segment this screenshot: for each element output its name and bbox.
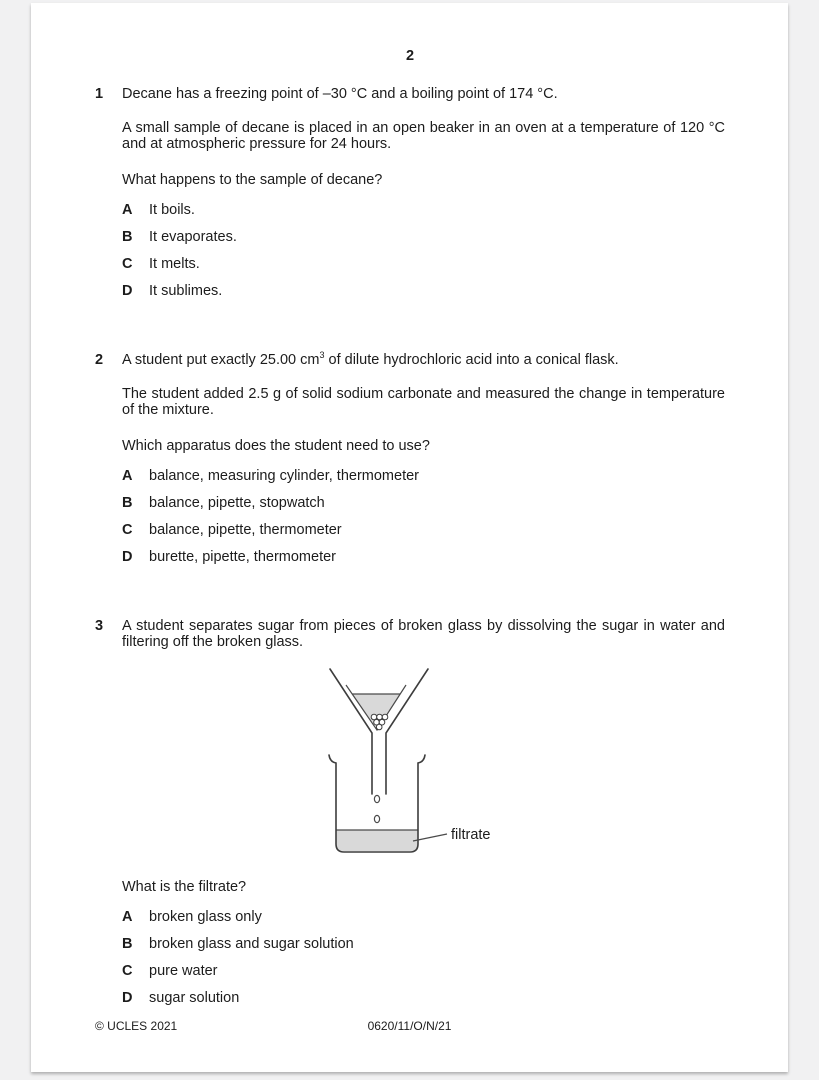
option-text: It boils. [149,202,195,218]
option-text: balance, measuring cylinder, thermometer [149,468,419,484]
question-2-paragraph: The student added 2.5 g of solid sodium carbonate and measured the change in temperature of the mixture. [122,386,725,418]
option-letter: D [122,549,133,565]
option-row [122,468,725,484]
option-row [122,522,725,538]
question-2 [95,352,725,576]
option-row [122,202,725,218]
filtration-diagram [300,664,725,859]
option-text: broken glass and sugar solution [149,936,354,952]
option-letter: D [122,283,133,299]
droplet [374,795,379,802]
option-letter: A [122,909,133,925]
question-1-paragraph: A small sample of decane is placed in an open beaker in an oven at a temperature of 120 °C and at atmospheric pressure for 24 hours. [122,120,725,152]
broken-glass-particles [371,714,388,730]
question-3 [95,618,725,1017]
option-letter: C [122,963,133,979]
option-letter: D [122,990,133,1006]
exam-page [31,3,788,1072]
question-2-stem [122,352,725,368]
option-letter: A [122,202,133,218]
option-row [122,229,725,245]
option-row [122,549,725,565]
filtrate-label: filtrate [451,827,491,843]
option-row [122,909,725,925]
option-letter: B [122,495,133,511]
superscript-3: 3 [319,350,325,361]
option-text: burette, pipette, thermometer [149,549,336,565]
question-3-stem: A student separates sugar from pieces of broken glass by dissolving the sugar in water and filtering off the broken glass. [122,618,725,650]
question-3-options [122,909,725,1006]
question-2-number: 2 [95,352,104,368]
option-letter: A [122,468,133,484]
footer-copyright: © UCLES 2021 [95,1019,178,1033]
option-text: sugar solution [149,990,240,1006]
question-2-prompt: Which apparatus does the student need to use? [122,438,430,454]
question-1-stem: Decane has a freezing point of –30 °C and a boiling point of 174 °C. [122,86,558,102]
option-text: It evaporates. [149,229,237,245]
question-3-prompt: What is the filtrate? [122,879,247,895]
stem-text: A student put exactly 25.00 cm [122,352,320,368]
question-1-prompt: What happens to the sample of decane? [122,172,383,188]
option-letter: C [122,256,133,272]
question-1 [95,86,725,310]
beaker-liquid [336,830,418,851]
option-row [122,990,725,1006]
page-content [31,3,788,1017]
option-row [122,963,725,979]
stem-text: of dilute hydrochloric acid into a conical flask. [324,352,619,368]
option-text: balance, pipette, stopwatch [149,495,325,511]
question-1-number: 1 [95,86,104,102]
option-row [122,936,725,952]
footer-paper-code: 0620/11/O/N/21 [367,1019,452,1033]
question-2-options [122,468,725,565]
option-letter: C [122,522,133,538]
option-row [122,495,725,511]
option-text: It melts. [149,256,200,272]
option-text: balance, pipette, thermometer [149,522,342,538]
option-row [122,283,725,299]
filtration-diagram-svg [300,664,530,859]
question-1-options [122,202,725,299]
page-number: 2 [405,48,415,64]
option-row [122,256,725,272]
question-3-number: 3 [95,618,104,634]
option-letter: B [122,936,133,952]
funnel-right-edge [386,669,428,794]
option-letter: B [122,229,133,245]
option-text: pure water [149,963,218,979]
option-text: broken glass only [149,909,262,925]
droplet [374,815,379,822]
option-text: It sublimes. [149,283,223,299]
